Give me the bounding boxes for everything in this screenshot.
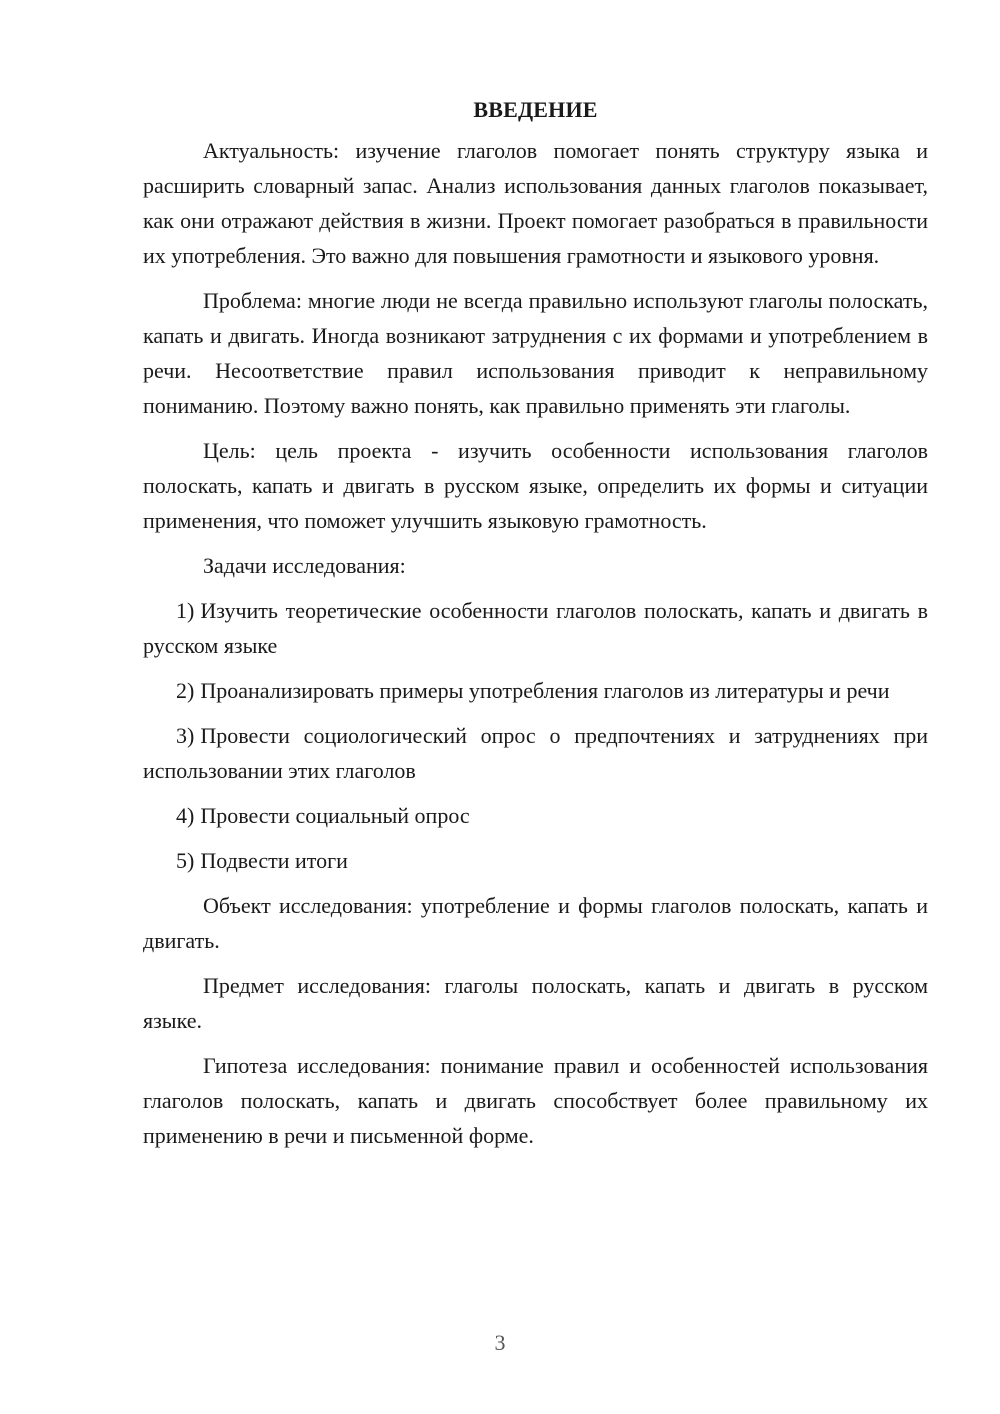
paragraph-relevance: Актуальность: изучение глаголов помогает понять структуру языка и расширить словарный запас. Анализ использования данных глаголов показывает, как они отражают действия в жизни. Проект помогает разобраться в правильности их употребления. Это важно для повышения грамотности и языкового уровня. [143,138,928,268]
task-text: Провести социологический опрос о предпочтениях и затруднениях при использовании этих глаголов [143,723,928,783]
task-item [143,798,928,833]
tasks-heading: Задачи исследования: [203,553,406,578]
section-title: ВВЕДЕНИЕ [473,97,598,122]
task-item [143,843,928,878]
task-item [143,593,928,663]
task-number: 2) [176,678,195,703]
paragraph-object: Объект исследования: употребление и формы глаголов полоскать, капать и двигать. [143,893,928,953]
task-number: 3) [176,723,195,748]
task-number: 4) [176,803,195,828]
document-page [143,92,928,1163]
task-item [143,718,928,788]
paragraph-hypothesis: Гипотеза исследования: понимание правил и особенностей использования глаголов полоскать, капать и двигать способствует более правильному их применению в речи и письменной форме. [143,1053,928,1148]
paragraph-problem: Проблема: многие люди не всегда правильно используют глаголы полоскать, капать и двигать. Иногда возникают затруднения с их формами и употреблением в речи. Несоответствие правил использования приводит к неправильному пониманию. Поэтому важно понять, как правильно применять эти глаголы. [143,288,928,418]
paragraph-subject: Предмет исследования: глаголы полоскать, капать и двигать в русском языке. [143,973,928,1033]
task-number: 1) [176,598,195,623]
task-text: Подвести итоги [200,848,348,873]
task-text: Изучить теоретические особенности глаголов полоскать, капать и двигать в русском языке [143,598,928,658]
paragraph-goal: Цель: цель проекта - изучить особенности использования глаголов полоскать, капать и двигать в русском языке, определить их формы и ситуации применения, что поможет улучшить языковую грамотность. [143,438,928,533]
task-item [143,673,928,708]
task-text: Проанализировать примеры употребления глаголов из литературы и речи [200,678,890,703]
page-number: 3 [494,1330,506,1355]
task-text: Провести социальный опрос [200,803,470,828]
task-number: 5) [176,848,195,873]
